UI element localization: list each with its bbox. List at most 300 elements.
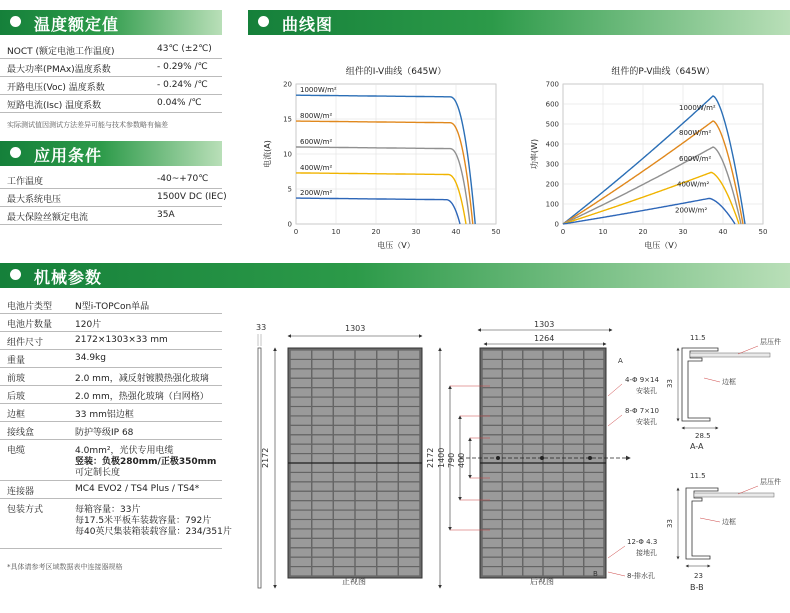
cell — [334, 407, 355, 416]
cell — [503, 369, 522, 378]
spec-value: 0.04% /℃ — [157, 98, 202, 108]
cell — [544, 558, 563, 567]
cell — [334, 548, 355, 557]
cell — [544, 463, 563, 472]
cell — [377, 416, 398, 425]
cell — [291, 463, 312, 472]
cell — [584, 520, 603, 529]
spec-value: 竖装：负极280mm/正极350mm — [75, 457, 217, 467]
dim-400: 400 — [457, 452, 466, 468]
cell — [312, 492, 333, 501]
chart-title: 组件的I-V曲线（645W） — [345, 67, 447, 77]
cell — [544, 501, 563, 510]
cell — [544, 360, 563, 369]
cell — [377, 397, 398, 406]
cell — [312, 558, 333, 567]
cell — [356, 388, 377, 397]
spec-value: 2.0 mm，减反射镀膜热强化玻璃 — [75, 374, 209, 384]
cell — [564, 397, 583, 406]
cell — [291, 426, 312, 435]
cell — [483, 360, 502, 369]
y-axis-label: 电流(A) — [263, 140, 272, 168]
cell — [584, 510, 603, 519]
cell — [377, 379, 398, 388]
cell — [312, 501, 333, 510]
cell — [584, 360, 603, 369]
cell — [503, 426, 522, 435]
cell — [356, 463, 377, 472]
spec-value: 43℃ (±2℃) — [157, 44, 212, 54]
cell — [334, 454, 355, 463]
section-header-mech — [0, 263, 790, 288]
cell — [544, 548, 563, 557]
cell — [544, 379, 563, 388]
y-tick-label: 20 — [283, 80, 292, 89]
cell — [399, 388, 420, 397]
cell — [399, 350, 420, 359]
cell — [483, 510, 502, 519]
cell — [523, 492, 542, 501]
x-tick-label: 20 — [638, 228, 648, 236]
cell — [584, 482, 603, 491]
section-a-mark: A — [618, 357, 623, 365]
cell — [584, 473, 603, 482]
cell — [312, 539, 333, 548]
cell — [334, 445, 355, 454]
cell — [356, 501, 377, 510]
cell — [523, 369, 542, 378]
cell — [523, 473, 542, 482]
spec-value: 每箱容量：33片 — [75, 505, 141, 515]
cell — [377, 426, 398, 435]
cell — [291, 482, 312, 491]
cell — [377, 350, 398, 359]
cell — [523, 482, 542, 491]
cell — [483, 558, 502, 567]
chart-title: 组件的P-V曲线（645W） — [611, 67, 715, 77]
row-divider — [0, 548, 222, 549]
cell — [544, 492, 563, 501]
spec-key: 前玻 — [7, 374, 26, 384]
row-divider — [0, 94, 222, 95]
cell — [356, 445, 377, 454]
cell — [564, 379, 583, 388]
cell — [544, 520, 563, 529]
bb-height-dim: 33 — [666, 519, 674, 528]
section-header-curve — [248, 10, 790, 35]
cell — [523, 520, 542, 529]
row-divider — [0, 367, 222, 368]
cell — [503, 379, 522, 388]
cell — [503, 529, 522, 538]
cell — [399, 426, 420, 435]
bullet-icon — [10, 16, 21, 27]
cell — [356, 360, 377, 369]
cell — [483, 426, 502, 435]
cell — [334, 435, 355, 444]
cell — [483, 388, 502, 397]
cell — [584, 350, 603, 359]
spec-key: 最大系统电压 — [7, 195, 62, 205]
cell — [291, 473, 312, 482]
cell — [356, 567, 377, 576]
cell — [399, 520, 420, 529]
cell — [399, 567, 420, 576]
cell — [483, 350, 502, 359]
cell — [399, 529, 420, 538]
cell — [334, 567, 355, 576]
cell — [291, 379, 312, 388]
x-tick-label: 30 — [678, 228, 688, 236]
hole3-label: 12-Φ 4.3 — [627, 538, 658, 546]
cell — [356, 520, 377, 529]
cell — [503, 510, 522, 519]
cell — [523, 548, 542, 557]
cell — [291, 520, 312, 529]
spec-key: 短路电流(Isc) 温度系数 — [7, 101, 102, 111]
y-tick-label: 15 — [283, 115, 292, 124]
series-label: 400W/m² — [677, 180, 710, 189]
cell — [584, 529, 603, 538]
cell — [399, 539, 420, 548]
cell — [291, 407, 312, 416]
y-tick-label: 400 — [545, 140, 559, 149]
series-label: 600W/m² — [300, 138, 333, 146]
cell — [584, 435, 603, 444]
bb-profile — [686, 488, 718, 559]
cell — [334, 388, 355, 397]
y-tick-label: 600 — [545, 100, 559, 109]
cell — [399, 360, 420, 369]
front-caption: 正视图 — [342, 577, 366, 586]
spec-key: 电池片类型 — [7, 302, 53, 312]
cell — [356, 510, 377, 519]
cell — [564, 445, 583, 454]
cell — [584, 416, 603, 425]
bb-top-dim: 11.5 — [690, 472, 706, 480]
hole1-label: 4-Φ 9×14 — [625, 376, 659, 384]
section-title: 机械参数 — [34, 268, 103, 287]
dim-1400: 1400 — [437, 447, 446, 468]
hole3-desc: 接地孔 — [636, 549, 657, 557]
cell — [334, 473, 355, 482]
cell — [312, 520, 333, 529]
cell — [544, 407, 563, 416]
cell — [523, 435, 542, 444]
cell — [503, 539, 522, 548]
cell — [584, 492, 603, 501]
spec-key: 最大功率(PMAx)温度系数 — [7, 65, 111, 75]
cell — [503, 350, 522, 359]
section-b-mark: B — [593, 570, 598, 578]
cell — [564, 520, 583, 529]
cell — [377, 510, 398, 519]
cell — [584, 501, 603, 510]
bb-laminate — [694, 493, 774, 497]
cell — [564, 529, 583, 538]
cell — [356, 369, 377, 378]
series-label: 200W/m² — [300, 189, 333, 198]
spec-value: 34.9kg — [75, 353, 106, 363]
y-tick-label: 700 — [545, 80, 559, 89]
cell — [377, 473, 398, 482]
cell — [356, 379, 377, 388]
aa-laminate-label: 层压件 — [760, 338, 781, 346]
row-divider — [0, 206, 222, 207]
cell — [291, 369, 312, 378]
cell — [377, 501, 398, 510]
cell — [564, 558, 583, 567]
aa-top-dim: 11.5 — [690, 334, 706, 342]
cell — [356, 473, 377, 482]
cell — [399, 369, 420, 378]
spec-value: -40~+70℃ — [157, 174, 209, 184]
cell — [399, 407, 420, 416]
cell — [544, 510, 563, 519]
x-tick-label: 0 — [293, 228, 299, 236]
cell — [312, 529, 333, 538]
cell — [483, 463, 502, 472]
cell — [334, 510, 355, 519]
dim-790: 790 — [447, 452, 456, 468]
bb-frame-label: 边框 — [722, 518, 736, 526]
cell — [483, 520, 502, 529]
cell — [356, 350, 377, 359]
cell — [356, 407, 377, 416]
cell — [564, 416, 583, 425]
y-tick-label: 200 — [545, 180, 559, 189]
cell — [356, 539, 377, 548]
cell — [291, 529, 312, 538]
cell — [312, 473, 333, 482]
iv-chart — [258, 60, 508, 250]
cell — [523, 397, 542, 406]
series-label: 800W/m² — [300, 112, 333, 121]
cell — [523, 558, 542, 567]
cell — [544, 350, 563, 359]
spec-value: 每40英尺集装箱装载容量：234/351片 — [75, 527, 232, 537]
spec-key: 最大保险丝额定电流 — [7, 213, 89, 223]
hole1-desc: 安装孔 — [636, 387, 657, 395]
section-header-temp — [0, 10, 222, 35]
dim-back-inner: 1264 — [534, 334, 555, 343]
spec-value: - 0.24% /℃ — [157, 80, 208, 90]
spec-value: 防护等级IP 68 — [75, 428, 134, 438]
cell — [291, 350, 312, 359]
cell — [483, 548, 502, 557]
cell — [356, 426, 377, 435]
cell — [584, 558, 603, 567]
cell — [291, 558, 312, 567]
cell — [334, 416, 355, 425]
cell — [312, 445, 333, 454]
cell — [544, 397, 563, 406]
cell — [291, 445, 312, 454]
cell — [399, 435, 420, 444]
cell — [483, 539, 502, 548]
cell — [312, 416, 333, 425]
cell — [523, 463, 542, 472]
x-tick-label: 40 — [451, 228, 461, 236]
module-drawing — [250, 318, 790, 613]
dim-thickness: 33 — [256, 323, 267, 332]
spec-key: 开路电压(Voc) 温度系数 — [7, 83, 105, 93]
cell — [503, 445, 522, 454]
cell — [334, 529, 355, 538]
cell — [564, 369, 583, 378]
cell — [483, 529, 502, 538]
cell — [503, 407, 522, 416]
cell — [356, 397, 377, 406]
cell — [334, 379, 355, 388]
cell — [399, 445, 420, 454]
cell — [399, 454, 420, 463]
series-label: 600W/m² — [679, 155, 712, 163]
cell — [483, 445, 502, 454]
cell — [503, 501, 522, 510]
cell — [399, 501, 420, 510]
cell — [523, 407, 542, 416]
cell — [483, 369, 502, 378]
spec-value: 120片 — [75, 320, 102, 330]
cell — [377, 435, 398, 444]
cell — [377, 454, 398, 463]
row-divider — [0, 76, 222, 77]
cell — [291, 510, 312, 519]
spec-value: 可定制长度 — [75, 468, 121, 478]
cell — [377, 360, 398, 369]
cell — [291, 360, 312, 369]
cell — [334, 520, 355, 529]
series-label: 1000W/m² — [679, 104, 716, 112]
cell — [399, 482, 420, 491]
aa-frame-label: 边框 — [722, 378, 736, 386]
spec-value: 每17.5米平板车装载容量：792片 — [75, 516, 212, 526]
cell — [544, 539, 563, 548]
cell — [399, 379, 420, 388]
cell — [564, 407, 583, 416]
cell — [334, 369, 355, 378]
cell — [503, 567, 522, 576]
cell — [564, 567, 583, 576]
row-divider — [0, 498, 222, 499]
x-tick-label: 10 — [331, 228, 341, 236]
temp-note: 实际测试值因测试方法差异可能与技术参数略有偏差 — [7, 121, 168, 129]
dim-back-length: 2172 — [426, 447, 435, 468]
cell — [291, 388, 312, 397]
cell — [291, 539, 312, 548]
spec-key: 包装方式 — [7, 505, 44, 515]
spec-key: 组件尺寸 — [7, 338, 44, 348]
spec-key: 工作温度 — [7, 177, 44, 187]
cell — [483, 567, 502, 576]
cell — [312, 360, 333, 369]
y-tick-label: 0 — [554, 220, 559, 229]
cell — [584, 426, 603, 435]
cell — [377, 388, 398, 397]
cell — [356, 435, 377, 444]
aa-width-dim: 28.5 — [695, 432, 711, 440]
dim-back-width: 1303 — [534, 320, 555, 329]
cell — [523, 388, 542, 397]
cell — [544, 369, 563, 378]
cell — [564, 539, 583, 548]
bullet-icon — [10, 147, 21, 158]
spec-key: 接线盒 — [7, 428, 35, 438]
row-divider — [0, 403, 222, 404]
aa-height-dim: 33 — [666, 379, 674, 388]
y-tick-label: 500 — [545, 120, 559, 129]
hole2-label: 8-Φ 7×10 — [625, 407, 659, 415]
cell — [377, 567, 398, 576]
cell — [334, 426, 355, 435]
cell — [584, 379, 603, 388]
cell — [584, 445, 603, 454]
cell — [544, 445, 563, 454]
cell — [564, 501, 583, 510]
series-label: 400W/m² — [300, 163, 333, 172]
cell — [483, 407, 502, 416]
cell — [503, 473, 522, 482]
cell — [291, 397, 312, 406]
spec-key: 连接器 — [7, 487, 35, 497]
cell — [523, 379, 542, 388]
spec-key: 电池片数量 — [7, 320, 53, 330]
series-label: 200W/m² — [675, 206, 708, 215]
cell — [312, 463, 333, 472]
cell — [312, 567, 333, 576]
row-divider — [0, 112, 222, 113]
cell — [291, 435, 312, 444]
cell — [523, 501, 542, 510]
cell — [377, 463, 398, 472]
section-title: 温度额定值 — [34, 15, 120, 34]
cell — [503, 482, 522, 491]
cell — [503, 388, 522, 397]
cell — [523, 426, 542, 435]
row-divider — [0, 385, 222, 386]
cell — [291, 454, 312, 463]
cell — [334, 539, 355, 548]
spec-value: 1500V DC (IEC) — [157, 192, 227, 202]
cell — [584, 539, 603, 548]
cell — [334, 482, 355, 491]
row-divider — [0, 224, 222, 225]
cell — [312, 350, 333, 359]
row-divider — [0, 349, 222, 350]
aa-profile — [682, 348, 718, 421]
cell — [503, 397, 522, 406]
cell — [291, 501, 312, 510]
cell — [564, 463, 583, 472]
cell — [377, 369, 398, 378]
cell — [503, 492, 522, 501]
cell — [503, 360, 522, 369]
back-panel — [480, 348, 606, 578]
pv-chart — [525, 60, 775, 250]
spec-value: MC4 EVO2 / TS4 Plus / TS4* — [75, 484, 200, 494]
cell — [334, 492, 355, 501]
cell — [503, 416, 522, 425]
cell — [523, 567, 542, 576]
aa-laminate — [690, 353, 770, 357]
x-tick-label: 30 — [411, 228, 421, 236]
cell — [584, 397, 603, 406]
hole2-desc: 安装孔 — [636, 418, 657, 426]
cell — [399, 492, 420, 501]
x-tick-label: 40 — [718, 228, 728, 236]
x-axis-label: 电压（V） — [377, 241, 415, 250]
